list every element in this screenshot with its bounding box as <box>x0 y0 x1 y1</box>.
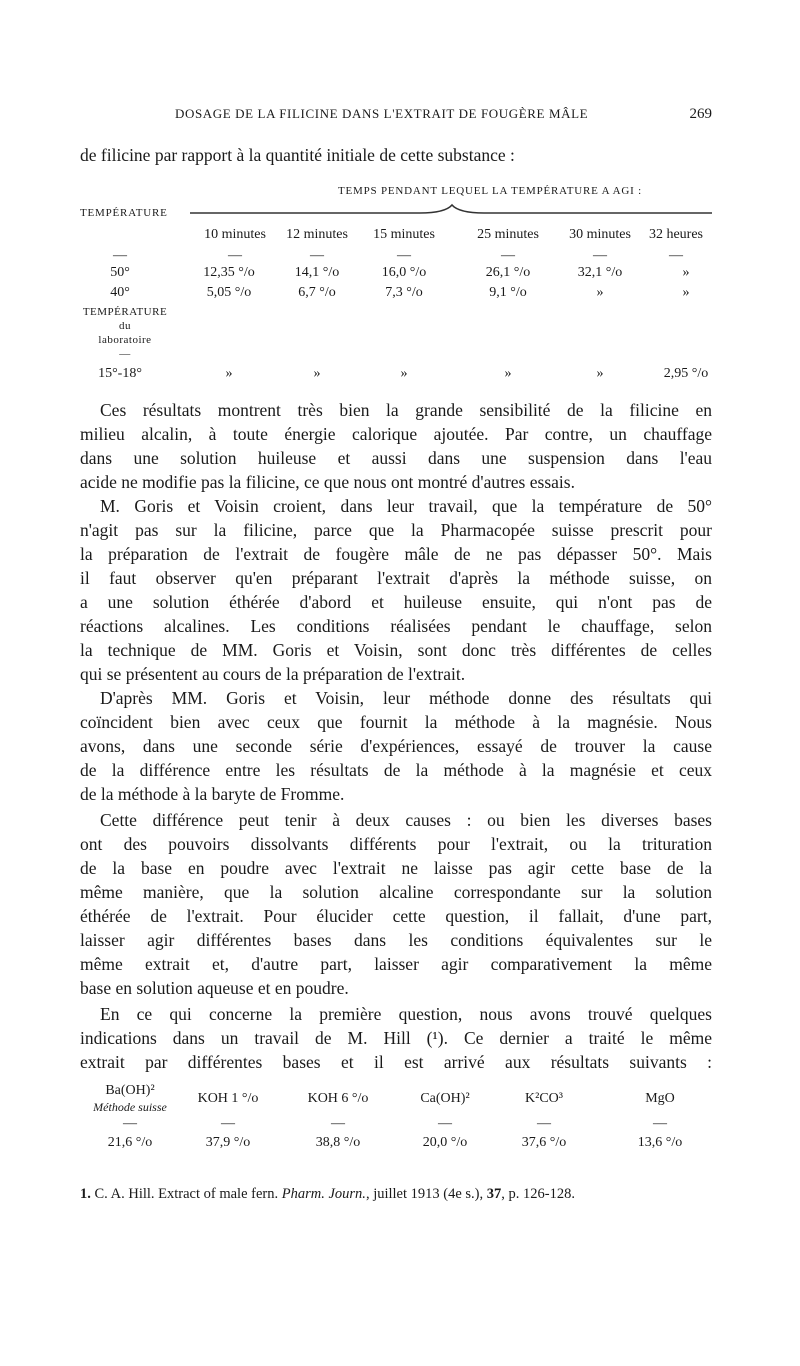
table-cell: » <box>596 285 604 300</box>
dash: — <box>653 1116 667 1131</box>
footnote-volume: 37 <box>486 1186 502 1202</box>
bases-table <box>80 1083 712 1163</box>
text-line: milieu alcalin, à toute énergie calorique ajoutée. Par contre, un chauffage <box>80 424 712 444</box>
footnote-number: 1. <box>80 1186 91 1202</box>
column-header: 32 heures <box>648 227 704 242</box>
table-cell: 38,8 °/o <box>315 1135 361 1150</box>
text-line: a une solution éthérée d'abord et huileuse ensuite, qui n'ont pas de <box>80 592 712 612</box>
dash: — <box>397 248 411 263</box>
table-cell: » <box>682 265 690 280</box>
footnote-rest: , juillet 1913 (4e s.), <box>365 1186 487 1202</box>
column-header: KOH 6 °/o <box>307 1091 369 1106</box>
column-header: MgO <box>645 1091 675 1106</box>
dash: — <box>310 248 324 263</box>
text-line: D'après MM. Goris et Voisin, leur méthode donne des résultats qui <box>100 688 712 708</box>
dash: — <box>331 1116 345 1131</box>
dash: — <box>123 1116 137 1131</box>
column-header: 30 minutes <box>569 227 631 242</box>
page-number: 269 <box>689 106 712 122</box>
footnote-pages: , p. 126-128. <box>501 1186 575 1202</box>
column-header: 12 minutes <box>286 227 348 242</box>
table-cell: 16,0 °/o <box>381 265 427 280</box>
text-line: avons, dans une seconde série d'expériences, essayé de trouver la cause <box>80 736 712 756</box>
column-header: 15 minutes <box>373 227 435 242</box>
text-line: indications dans un travail de M. Hill (¹). Ce dernier a traité le même <box>80 1028 712 1048</box>
dash: — <box>669 248 683 263</box>
text-line: de la méthode à la baryte de Fromme. <box>80 784 345 804</box>
table-cell: 32,1 °/o <box>577 265 623 280</box>
text-line: qui se présentent au cours de la préparation de l'extrait. <box>80 664 466 684</box>
table-cell: 20,0 °/o <box>422 1135 468 1150</box>
dash: — <box>501 248 515 263</box>
text-line: Cette différence peut tenir à deux causes : ou bien les diverses bases <box>100 810 712 830</box>
table-cell: 37,9 °/o <box>205 1135 251 1150</box>
text-line: la technique de MM. Goris et Voisin, sont donc très différentes de celles <box>80 640 712 660</box>
intro-line: de filicine par rapport à la quantité initiale de cette substance : <box>80 145 515 165</box>
table-cell: 7,3 °/o <box>385 285 423 300</box>
table-group-header: TEMPS PENDANT LEQUEL LA TEMPÉRATURE A AGI : <box>337 185 643 197</box>
table-cell: » <box>313 366 321 381</box>
text-line: Ces résultats montrent très bien la grande sensibilité de la filicine en <box>100 400 712 420</box>
dash: — <box>537 1116 551 1131</box>
table-cell: 6,7 °/o <box>298 285 336 300</box>
dash: — <box>113 248 127 263</box>
text-line: En ce qui concerne la première question, nous avons trouvé quelques <box>100 1004 712 1024</box>
table-cell: 37,6 °/o <box>521 1135 567 1150</box>
text-line: n'agit pas sur la filicine, parce que la Pharmacopée suisse prescrit pour <box>80 520 712 540</box>
table-cell: 26,1 °/o <box>485 265 531 280</box>
text-line: même extrait et, d'autre part, laisser agir comparativement la même <box>80 954 712 974</box>
text-line: réactions alcalines. Les conditions réalisées pendant le chauffage, selon <box>80 616 712 636</box>
row-label: 50° <box>110 265 130 280</box>
running-title: DOSAGE DE LA FILICINE DANS L'EXTRAIT DE FOUGÈRE MÂLE <box>175 106 589 121</box>
lab-header-line: du <box>119 320 131 332</box>
column-header: 10 minutes <box>204 227 266 242</box>
table-cell: 14,1 °/o <box>294 265 340 280</box>
text-line: ont des pouvoirs dissolvants différents pour l'extrait, ou la trituration <box>80 834 712 854</box>
text-line: éthérée de l'extrait. Pour élucider cette question, il fallait, d'une part, <box>80 906 712 926</box>
text-line: extrait par différentes bases et il est arrivé aux résultats suivants : <box>80 1052 712 1072</box>
row-label: 40° <box>110 285 130 300</box>
laboratory-temperature-header <box>80 305 170 361</box>
table-cell: » <box>504 366 512 381</box>
temperature-header: TEMPÉRATURE <box>80 207 168 219</box>
column-header: Ba(OH)² <box>105 1083 155 1098</box>
temperature-table <box>80 185 720 385</box>
text-line: de la base en poudre avec l'extrait ne laisse pas agir cette base de la <box>80 858 712 878</box>
table-cell: » <box>596 366 604 381</box>
text-line: coïncident bien avec ceux que fournit la méthode à la magnésie. Nous <box>80 712 712 732</box>
brace-line <box>190 203 712 219</box>
column-header: 25 minutes <box>477 227 539 242</box>
lab-header-line: laboratoire <box>98 334 152 346</box>
footnote-journal: Pharm. Journ. <box>281 1186 366 1202</box>
column-header: Ca(OH)² <box>420 1091 470 1106</box>
table-cell: 2,95 °/o <box>663 366 709 381</box>
running-head <box>80 106 712 128</box>
table-cell: 12,35 °/o <box>203 265 255 280</box>
text-line: même manière, que la solution alcaline correspondante sur la solution <box>80 882 712 902</box>
dash: — <box>119 348 131 360</box>
footnote <box>80 1186 720 1203</box>
text-line: base en solution aqueuse et en poudre. <box>80 978 349 998</box>
dash: — <box>438 1116 452 1131</box>
table-cell: 9,1 °/o <box>489 285 527 300</box>
text-line: acide ne modifie pas la filicine, ce que nous ont montré d'autres essais. <box>80 472 575 492</box>
text-line: laisser agir différentes bases dans les conditions équivalentes sur le <box>80 930 712 950</box>
table-cell: 21,6 °/o <box>107 1135 153 1150</box>
lab-header-line: TEMPÉRATURE <box>82 306 168 318</box>
row-label: 15°-18° <box>98 366 142 381</box>
table-cell: » <box>225 366 233 381</box>
table-cell: 13,6 °/o <box>637 1135 683 1150</box>
footnote-text: C. A. Hill. Extract of male fern. <box>94 1186 282 1202</box>
text-line: la préparation de l'extrait de fougère mâle de ne pas dépasser 50°. Mais <box>80 544 712 564</box>
column-subheader: Méthode suisse <box>93 1100 167 1114</box>
text-line: M. Goris et Voisin croient, dans leur travail, que la température de 50° <box>100 496 712 516</box>
table-cell: » <box>682 285 690 300</box>
table-cell: 5,05 °/o <box>206 285 252 300</box>
dash: — <box>228 248 242 263</box>
column-header: KOH 1 °/o <box>197 1091 259 1106</box>
dash: — <box>221 1116 235 1131</box>
table-cell: » <box>400 366 408 381</box>
dash: — <box>593 248 607 263</box>
text-line: dans une solution huileuse et aussi dans une suspension dans l'eau <box>80 448 712 468</box>
text-line: de la différence entre les résultats de la méthode à la magnésie et ceux <box>80 760 712 780</box>
text-line: il faut observer qu'en préparant l'extrait d'après la méthode suisse, on <box>80 568 712 588</box>
column-header: K²CO³ <box>525 1091 563 1106</box>
